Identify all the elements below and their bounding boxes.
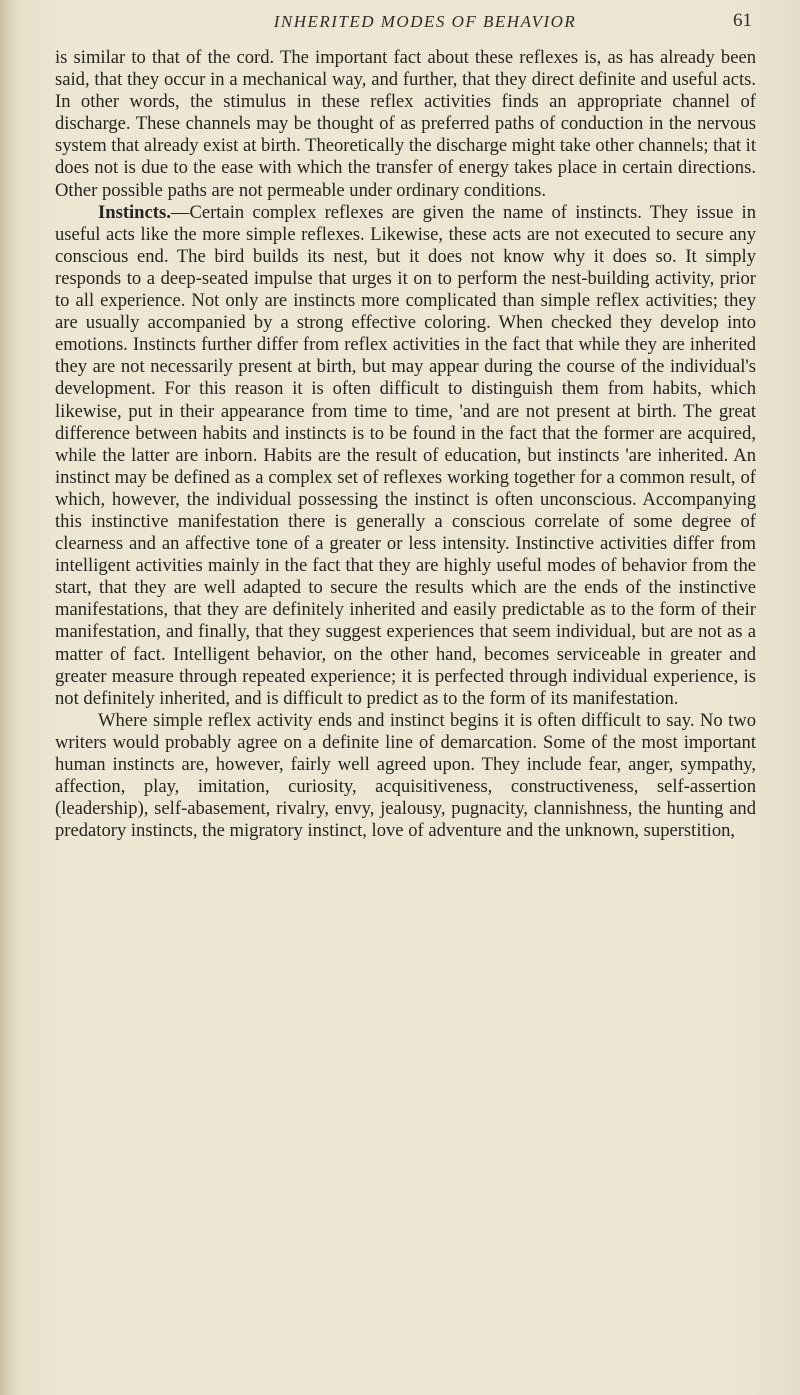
body-text: [55, 47, 756, 842]
page-number: 61: [733, 10, 752, 31]
running-header-title: INHERITED MODES OF BEHAVIOR: [273, 12, 577, 31]
paragraph-demarcation: Where simple reflex activity ends and instinct begins it is often difficult to say. No two writers would probably agree on a definite line of demarcation. Some of the most important human instincts are, however, fairly well agreed upon. They include fear, anger, sympathy, affection, play, imitation, curiosity, acquisitiveness, constructiveness, self-assertion (leadership), self-abasement, rivalry, envy, jealousy, pugnacity, clannishness, the hunting and predatory instincts, the migratory instinct, love of adventure and the unknown, superstition,: [55, 709, 756, 842]
section-heading-instincts: Instincts.: [98, 201, 171, 223]
paragraph-instincts: [55, 202, 756, 710]
paragraph-instincts-body: —Certain complex reflexes are given the name of instincts. They issue in useful acts like the more simple reflexes. Likewise, these acts are not executed to secure any conscious end. The bird builds its nest, but it does not know why it does so. It simply responds to a deep-seated impulse that urges it on to perform the nest-building activity, prior to all experience. Not only are instincts more complicated than simple reflex activities; they are usually accompanied by a strong effective coloring. When checked they develop into emotions. Instincts further differ from reflex activities in the fact that while they are inherited they are not necessarily present at birth, but may appear during the course of the individual's development. For this reason it is often difficult to distinguish them from habits, which likewise, put in their appearance from time to time, 'and are not present at birth. The great difference between habits and instincts is to be found in the fact that the former are acquired, while the latter are inborn. Habits are the result of education, but instincts 'are inherited. An instinct may be defined as a complex set of reflexes working together for a common result, of which, however, the individual possessing the instinct is often unconscious. Accompanying this instinctive manifestation there is generally a conscious correlate of some degree of clearness and an affective tone of a greater or less intensity. Instinctive activities differ from intelligent activities mainly in the fact that they are highly useful modes of behavior from the start, that they are well adapted to secure the results which are the ends of the instinctive manifestations, that they are definitely inherited and easily predictable as to the form of their manifestation, and finally, that they suggest experiences that seem individual, but are not as a matter of fact. Intelligent behavior, on the other hand, becomes serviceable in greater and greater measure through repeated experience; it is perfected through individual experience, is not definitely inherited, and is difficult to predict as to the form of its manifestation.: [55, 201, 756, 709]
paragraph-reflexes: is similar to that of the cord. The important fact about these reflexes is, as has already been said, that they occur in a mechanical way, and further, that they direct definite and useful acts. In other words, the stimulus in these reflex activities finds an appropriate channel of discharge. These channels may be thought of as preferred paths of conduction in the nervous system that already exist at birth. Theoretically the discharge might take other channels; that it does not is due to the ease with which the transfer of energy takes place in certain directions. Other possible paths are not permeable under ordinary conditions.: [55, 47, 757, 201]
page-binding-edge: [0, 0, 14, 1395]
